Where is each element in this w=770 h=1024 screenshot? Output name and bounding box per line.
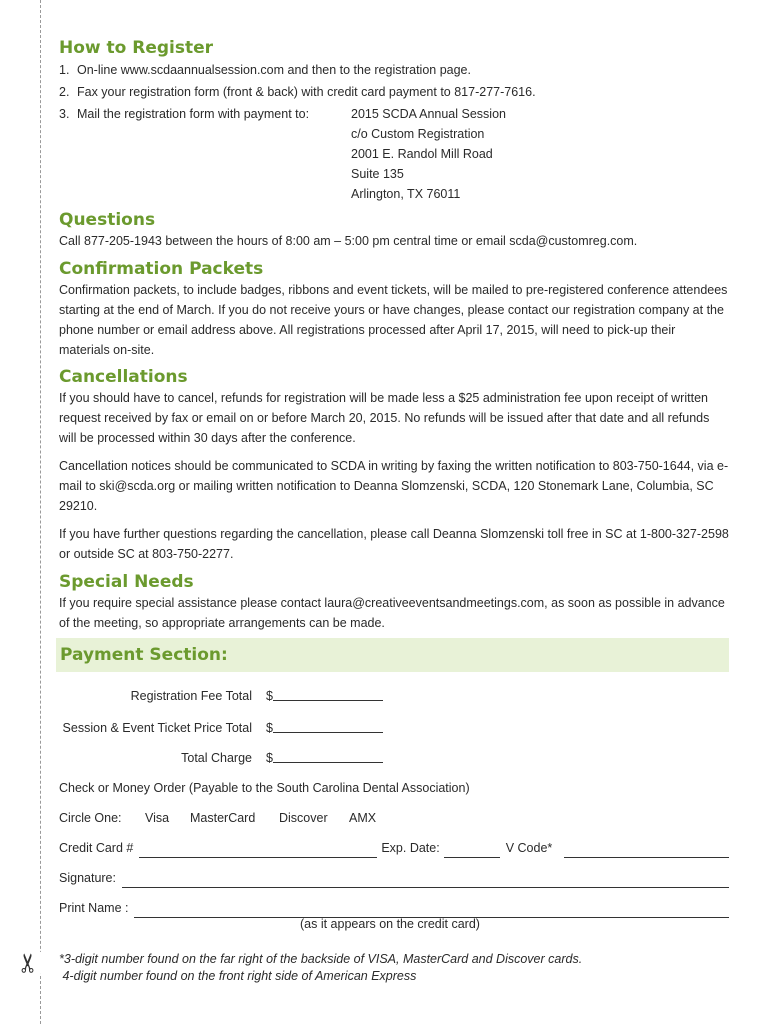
- currency-sign: $: [266, 689, 273, 703]
- step-number: 3.: [59, 107, 70, 121]
- special-needs-text: If you require special assistance please contact laura@creativeeventsandmeetings.com, as soon as possible in advance of the meeting, so appropriate arrangements can be made.: [59, 596, 725, 630]
- vcode-field[interactable]: [564, 843, 729, 858]
- signature-row: [59, 868, 729, 888]
- scissors-icon: ✂: [13, 952, 44, 974]
- vcode-footnote: [59, 951, 582, 985]
- questions-heading: Questions: [59, 210, 156, 230]
- registration-fee-row: [56, 686, 383, 706]
- address-line: Arlington, TX 76011: [351, 187, 461, 201]
- cut-line: [40, 0, 41, 1024]
- total-charge-field[interactable]: [273, 748, 383, 763]
- vcode-label: V Code*: [505, 841, 553, 855]
- currency-sign: $: [266, 721, 273, 735]
- step-number: 1.: [59, 63, 70, 77]
- cancellations-paragraph-3: If you have further questions regarding the cancellation, please call Deanna Slomzenski toll free in SC at 1-800-327-2598 or outside SC at 803-750-2277.: [59, 527, 729, 561]
- total-charge-label: Total Charge: [181, 751, 252, 765]
- step-text: On-line www.scdaannualsession.com and then to the registration page.: [77, 63, 471, 77]
- card-type-row: [59, 808, 376, 828]
- session-event-field[interactable]: [273, 718, 383, 733]
- confirmation-text: Confirmation packets, to include badges, ribbons and event tickets, will be mailed to pre-registered conference attendees starting at the end of March. If you do not receive yours or have changes, please contact our registration company at the phone number or email address above. All registrations processed after April 17, 2015, will need to pick-up their materials on-site.: [59, 283, 728, 357]
- print-name-note: (as it appears on the credit card): [300, 917, 480, 931]
- signature-label: Signature:: [59, 871, 116, 885]
- card-option-mastercard[interactable]: MasterCard: [190, 811, 256, 825]
- how-to-register-heading: How to Register: [59, 38, 214, 58]
- total-charge-row: [56, 748, 383, 768]
- questions-text: Call 877-205-1943 between the hours of 8:00 am – 5:00 pm central time or email scda@customreg.com.: [59, 234, 638, 248]
- card-option-visa[interactable]: Visa: [145, 811, 170, 825]
- exp-date-label: Exp. Date:: [381, 841, 440, 855]
- cancellations-heading: Cancellations: [59, 367, 188, 387]
- card-option-amx[interactable]: AMX: [349, 811, 377, 825]
- footnote-line-2: 4-digit number found on the front right side of American Express: [59, 969, 417, 983]
- credit-card-number-field[interactable]: [139, 843, 377, 858]
- currency-sign: $: [266, 751, 273, 765]
- register-step-2: [59, 82, 729, 102]
- address-line: c/o Custom Registration: [351, 127, 485, 141]
- register-steps: [59, 60, 729, 201]
- card-option-discover[interactable]: Discover: [279, 811, 328, 825]
- payment-section-header: [56, 638, 729, 672]
- step-text: Mail the registration form with payment to:: [77, 107, 310, 121]
- payment-heading: Payment Section:: [60, 645, 228, 665]
- cancellations-paragraph-2: Cancellation notices should be communicated to SCDA in writing by faxing the written notification to 803-750-1644, via e-mail to ski@scda.org or mailing written notification to Deanna Slomzenski, SCDA, 120 Stonemark Lane, Columbia, SC 29210.: [59, 459, 729, 513]
- footnote-line-1: *3-digit number found on the far right of the backside of VISA, MasterCard and Discover cards.: [59, 952, 583, 966]
- step-number: 2.: [59, 85, 70, 99]
- register-step-1: [59, 60, 729, 80]
- mailing-address: [351, 104, 506, 204]
- special-needs-heading: Special Needs: [59, 572, 194, 592]
- address-line: Suite 135: [351, 167, 404, 181]
- confirmation-heading: Confirmation Packets: [59, 259, 264, 279]
- registration-fee-field[interactable]: [273, 686, 383, 701]
- signature-field[interactable]: [122, 873, 729, 888]
- circle-one-label: Circle One:: [59, 811, 122, 825]
- address-line: 2015 SCDA Annual Session: [351, 107, 506, 121]
- credit-card-label: Credit Card #: [59, 841, 134, 855]
- print-name-label: Print Name :: [59, 901, 129, 915]
- exp-date-field[interactable]: [444, 843, 500, 858]
- session-event-row: [56, 718, 383, 738]
- step-text: Fax your registration form (front & back) with credit card payment to 817-277-7616.: [77, 85, 536, 99]
- cancellations-paragraph-1: If you should have to cancel, refunds for registration will be made less a $25 administration fee upon receipt of written request received by fax or email on or before March 20, 2015. No refunds will be issued after that date and all refunds will be processed within 30 days after the conference.: [59, 391, 710, 445]
- session-event-label: Session & Event Ticket Price Total: [62, 721, 252, 735]
- registration-fee-label: Registration Fee Total: [130, 689, 252, 703]
- check-money-order-text: Check or Money Order (Payable to the South Carolina Dental Association): [59, 781, 470, 795]
- credit-card-row: [59, 838, 729, 858]
- address-line: 2001 E. Randol Mill Road: [351, 147, 493, 161]
